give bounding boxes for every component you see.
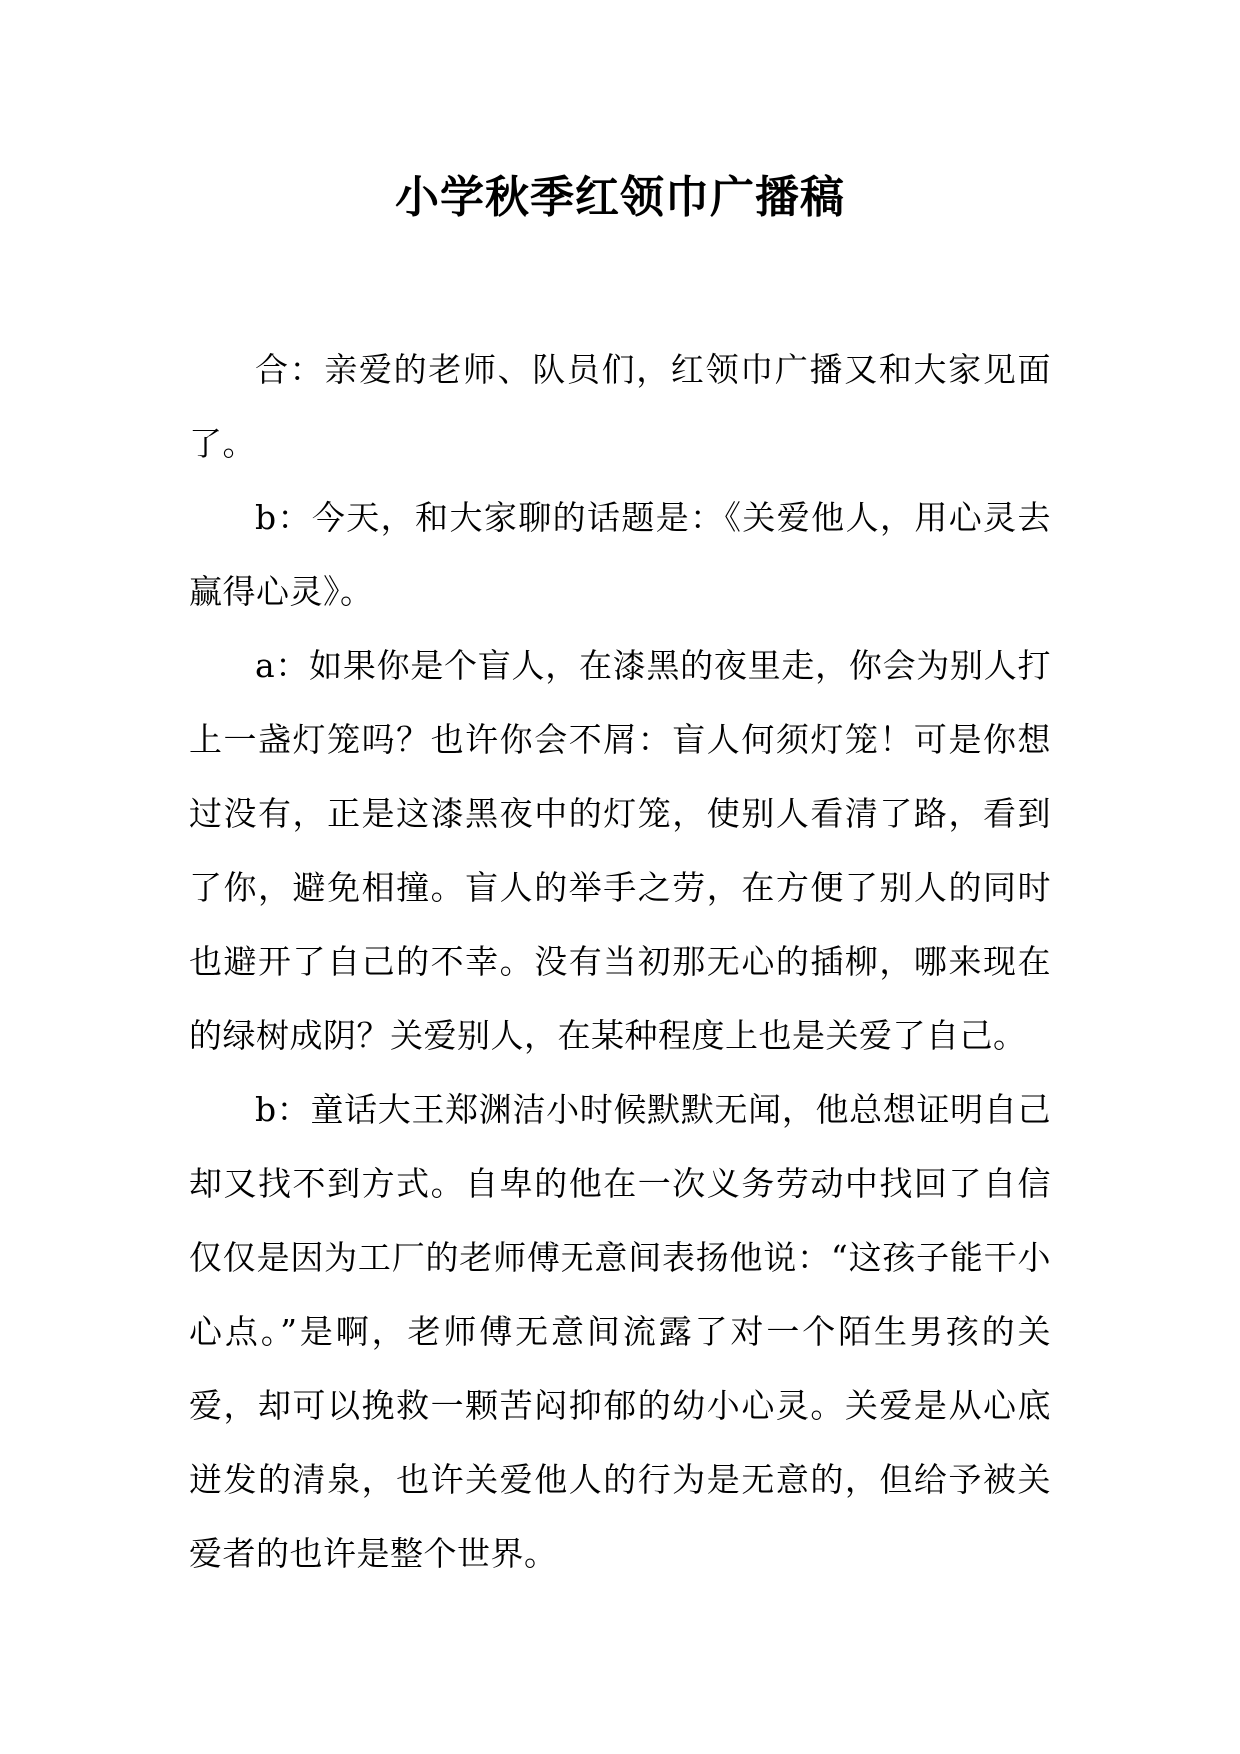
paragraph-topic: b：今天，和大家聊的话题是：《关爱他人，用心灵去赢得心灵》。: [189, 498, 1051, 611]
paragraph-zheng-yuanjie: b：童话大王郑渊洁小时候默默无闻，他总想证明自己却又找不到方式。自卑的他在一次义务劳动中找回了自信仅仅是因为工厂的老师傅无意间表扬他说：“这孩子能干小心点。”是啊，老师傅无意间流露了对一个陌生男孩的关爱，却可以挽救一颗苦闷抑郁的幼小心灵。关爱是从心底迸发的清泉，也许关爱他人的行为是无意的，但给予被关爱者的也许是整个世界。: [189, 1090, 1051, 1573]
paragraph-blind-lantern: a：如果你是个盲人，在漆黑的夜里走，你会为别人打上一盏灯笼吗？也许你会不屑：盲人何须灯笼！可是你想过没有，正是这漆黑夜中的灯笼，使别人看清了路，看到了你，避免相撞。盲人的举手之劳，在方便了别人的同时也避开了自己的不幸。没有当初那无心的插柳，哪来现在的绿树成阴？关爱别人，在某种程度上也是关爱了自己。: [189, 646, 1051, 1055]
paragraph-greeting: 合：亲爱的老师、队员们，红领巾广播又和大家见面了。: [189, 350, 1051, 463]
document-body: [189, 333, 1051, 1591]
document-title: 小学秋季红领巾广播稿: [395, 172, 845, 223]
